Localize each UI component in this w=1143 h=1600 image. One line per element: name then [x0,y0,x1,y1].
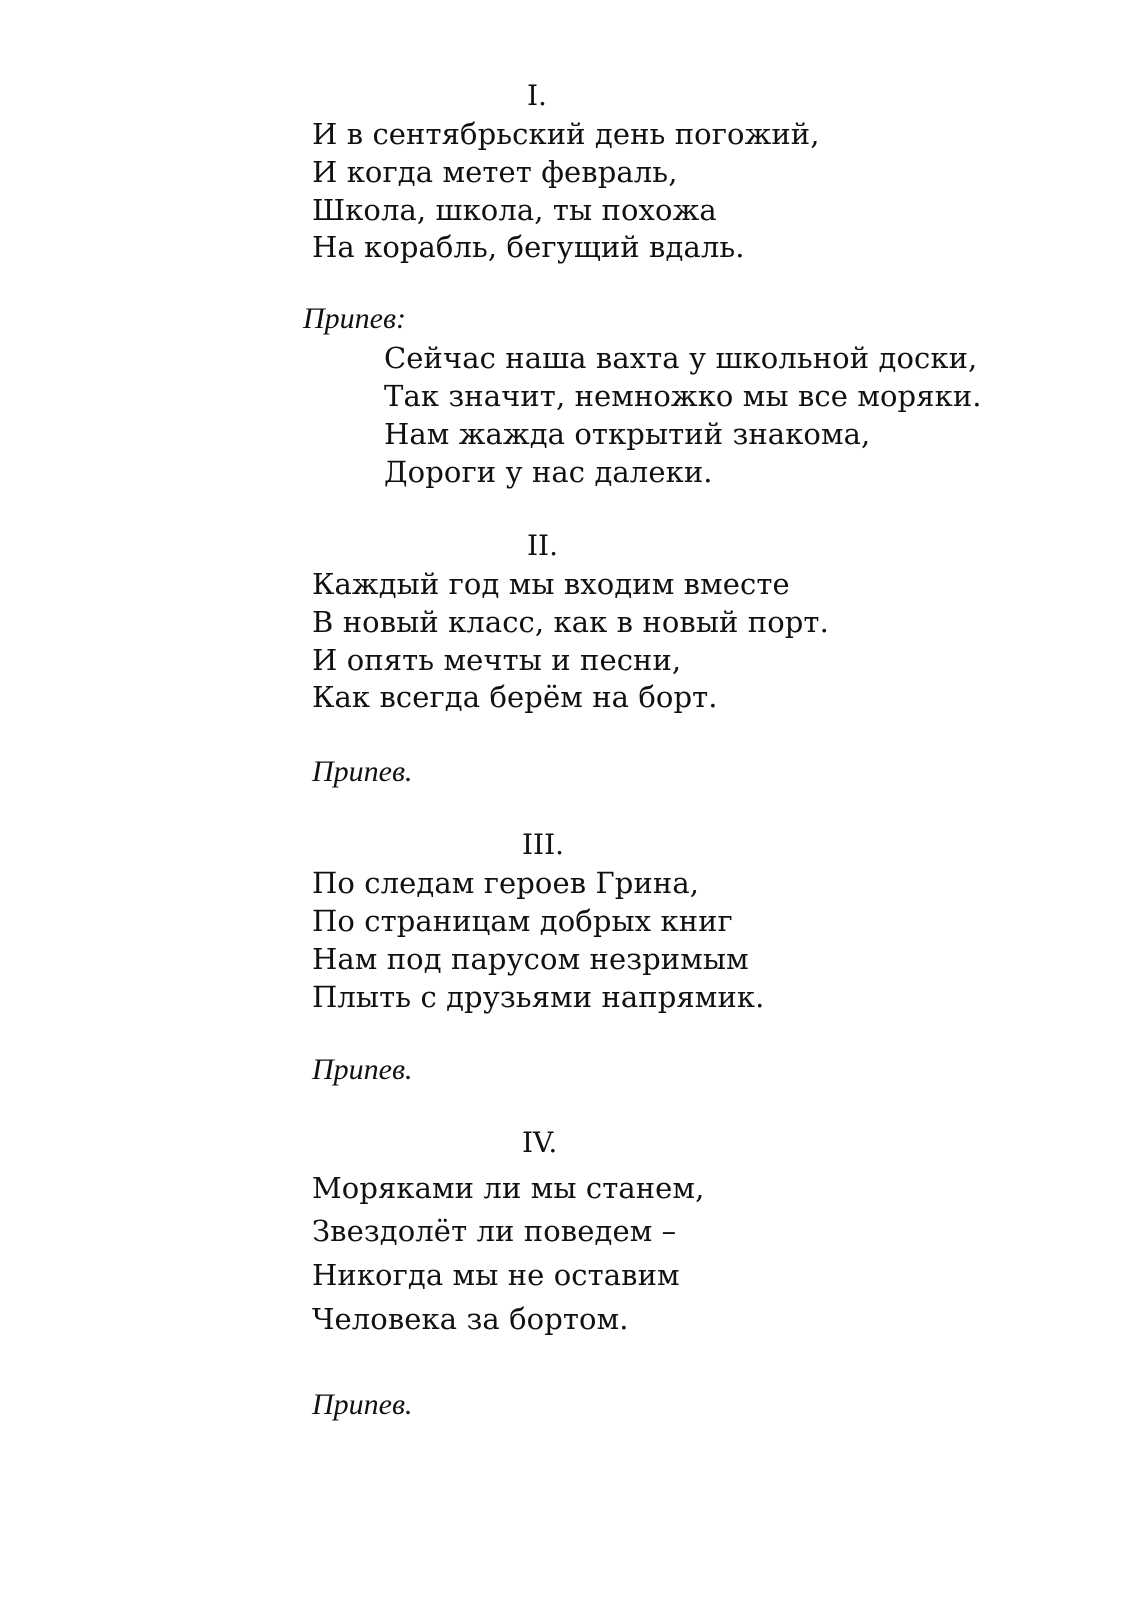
verse-3-line-2: По страницам добрых книг [312,904,733,938]
verse-3-line-4: Плыть с друзьями напрямик. [312,980,765,1014]
chorus-repeat-3: Припев. [312,1388,413,1421]
chorus-line-2: Так значит, немножко мы все моряки. [384,379,982,413]
verse-4-numeral: IV. [522,1126,558,1159]
verse-4-line-4: Человека за бортом. [312,1302,629,1336]
verse-4-line-3: Никогда мы не оставим [312,1258,680,1292]
verse-4-line-2: Звездолёт ли поведем – [312,1214,677,1248]
chorus-repeat-2: Припев. [312,1053,413,1086]
chorus-line-3: Нам жажда открытий знакома, [384,417,871,451]
chorus-repeat-1: Припев. [312,755,413,788]
verse-2-line-3: И опять мечты и песни, [312,643,682,677]
verse-1-line-1: И в сентябрьский день погожий, [312,117,820,151]
verse-1-line-3: Школа, школа, ты похожа [312,193,717,227]
verse-4-line-1: Моряками ли мы станем, [312,1171,705,1205]
verse-1-numeral: I. [527,79,547,112]
verse-2-line-4: Как всегда берём на борт. [312,680,718,714]
verse-2-line-1: Каждый год мы входим вместе [312,567,790,601]
chorus-line-1: Сейчас наша вахта у школьной доски, [384,341,978,375]
verse-1-line-4: На корабль, бегущий вдаль. [312,230,745,264]
chorus-label: Припев: [303,302,406,335]
verse-3-line-1: По следам героев Грина, [312,866,700,900]
verse-2-numeral: II. [527,529,559,562]
chorus-line-4: Дороги у нас далеки. [384,455,713,489]
verse-3-numeral: III. [522,828,565,861]
verse-2-line-2: В новый класс, как в новый порт. [312,605,829,639]
verse-3-line-3: Нам под парусом незримым [312,942,749,976]
verse-1-line-2: И когда метет февраль, [312,155,678,189]
